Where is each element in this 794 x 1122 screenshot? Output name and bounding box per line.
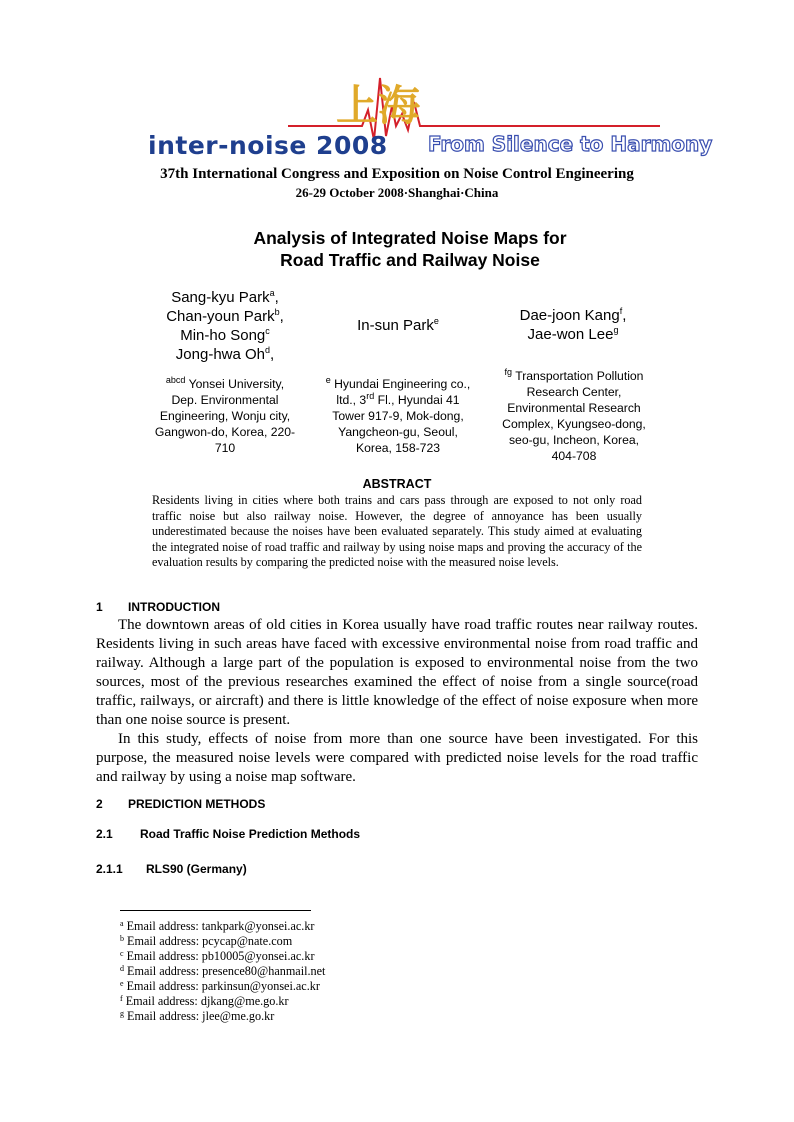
section-heading-prediction-methods: 2 PREDICTION METHODS xyxy=(96,797,266,811)
abstract-heading: ABSTRACT xyxy=(362,477,432,491)
footnote: $^e$ Email address: parkinsun@yonsei.ac.kr xyxy=(120,979,320,993)
title-line-2: Road Traffic and Railway Noise xyxy=(280,250,540,270)
paper-title xyxy=(210,227,610,271)
conference-date: 26-29 October 2008·Shanghai·China xyxy=(295,185,499,200)
paragraph: The downtown areas of old cities in Korea usually have road traffic routes near railway routes. Residents living in such areas have faced with excessive environmental noise from road traffic and railway. Although a large part of the population is exposed to environmental noise from the two sources, most of the previous researches examined the effect of noise from a single source(road traffic, railways, or aircraft) and there is little knowledge of the effect of noise exposure when more than one noise source is present. xyxy=(96,617,698,728)
logo-text: inter-noise 2008 xyxy=(148,131,388,160)
authors-col-3 xyxy=(488,306,658,344)
footnote: $^g$ Email address: jlee@me.go.kr xyxy=(120,1009,275,1023)
footnote: $^c$ Email address: pb10005@yonsei.ac.kr xyxy=(120,949,315,963)
authors-col-1 xyxy=(150,288,300,364)
affiliation-col-2: $^e$ Hyundai Engineering co., ltd., 3rd Fl., Hyundai 41 Tower 917-9, Mok-dong, Yangcheon-gu, Seoul, Korea, 158-723 xyxy=(325,374,471,455)
affiliation-col-3: $^{fg}$ Transportation Pollution Research Center, Environmental Research Complex, Kyungseo-dong, seo-gu, Incheon, Korea, 404-708 xyxy=(502,366,646,463)
author: Jong-hwa Oh$^d$, xyxy=(175,345,275,363)
author: Chan-youn Park$^b$, xyxy=(166,307,284,325)
author: Min-ho Song$^c$ xyxy=(180,326,270,344)
footnote: $^b$ Email address: pcycap@nate.com xyxy=(120,934,293,948)
footnote: $^f$ Email address: djkang@me.go.kr xyxy=(120,994,289,1008)
conference-title: 37th International Congress and Exposition on Noise Control Engineering xyxy=(160,166,634,182)
footnote-rule xyxy=(120,910,311,911)
introduction-body xyxy=(96,616,698,787)
paragraph: In this study, effects of noise from more than one source have been investigated. For this purpose, the measured noise levels were compared with predicted noise levels for the road traffic and railway by using a noise map software. xyxy=(96,731,698,785)
footnotes xyxy=(120,919,325,1024)
author: Dae-joon Kang$^f$, xyxy=(519,306,627,324)
subsection-heading-road-traffic: 2.1 Road Traffic Noise Prediction Methods xyxy=(96,827,361,841)
authors-col-2 xyxy=(318,316,478,335)
section-heading-introduction: 1 INTRODUCTION xyxy=(96,600,220,614)
author: Sang-kyu Park$^a$, xyxy=(171,288,279,306)
shanghai-glyphs: 上海 xyxy=(336,81,421,130)
affiliation-col-1: $^{abcd}$ Yonsei University, Dep. Environmental Engineering, Wonju city, Gangwon-do, Korea, 220- 710 xyxy=(154,374,296,455)
author: Jae-won Lee$^g$ xyxy=(527,325,619,343)
subsubsection-heading-rls90: 2.1.1 RLS90 (Germany) xyxy=(96,862,247,876)
logo-slogan: From Silence to Harmony xyxy=(428,132,713,156)
abstract-text: Residents living in cities where both trains and cars pass through are exposed to not only road traffic noise but also railway noise. However, the degree of annoyance has been usually underestimated because the noises have been evaluated separately. This study aimed at evaluating the integrated noise of road traffic and railway by using noise maps and proving the accuracy of the evaluation results by comparing the predicted noise with the measured noise levels. xyxy=(152,493,642,569)
author: In-sun Park$^e$ xyxy=(357,316,439,334)
footnote: $^d$ Email address: presence80@hanmail.net xyxy=(120,964,326,978)
title-line-1: Analysis of Integrated Noise Maps for xyxy=(253,228,567,248)
footnote: $^a$ Email address: tankpark@yonsei.ac.kr xyxy=(120,919,315,933)
